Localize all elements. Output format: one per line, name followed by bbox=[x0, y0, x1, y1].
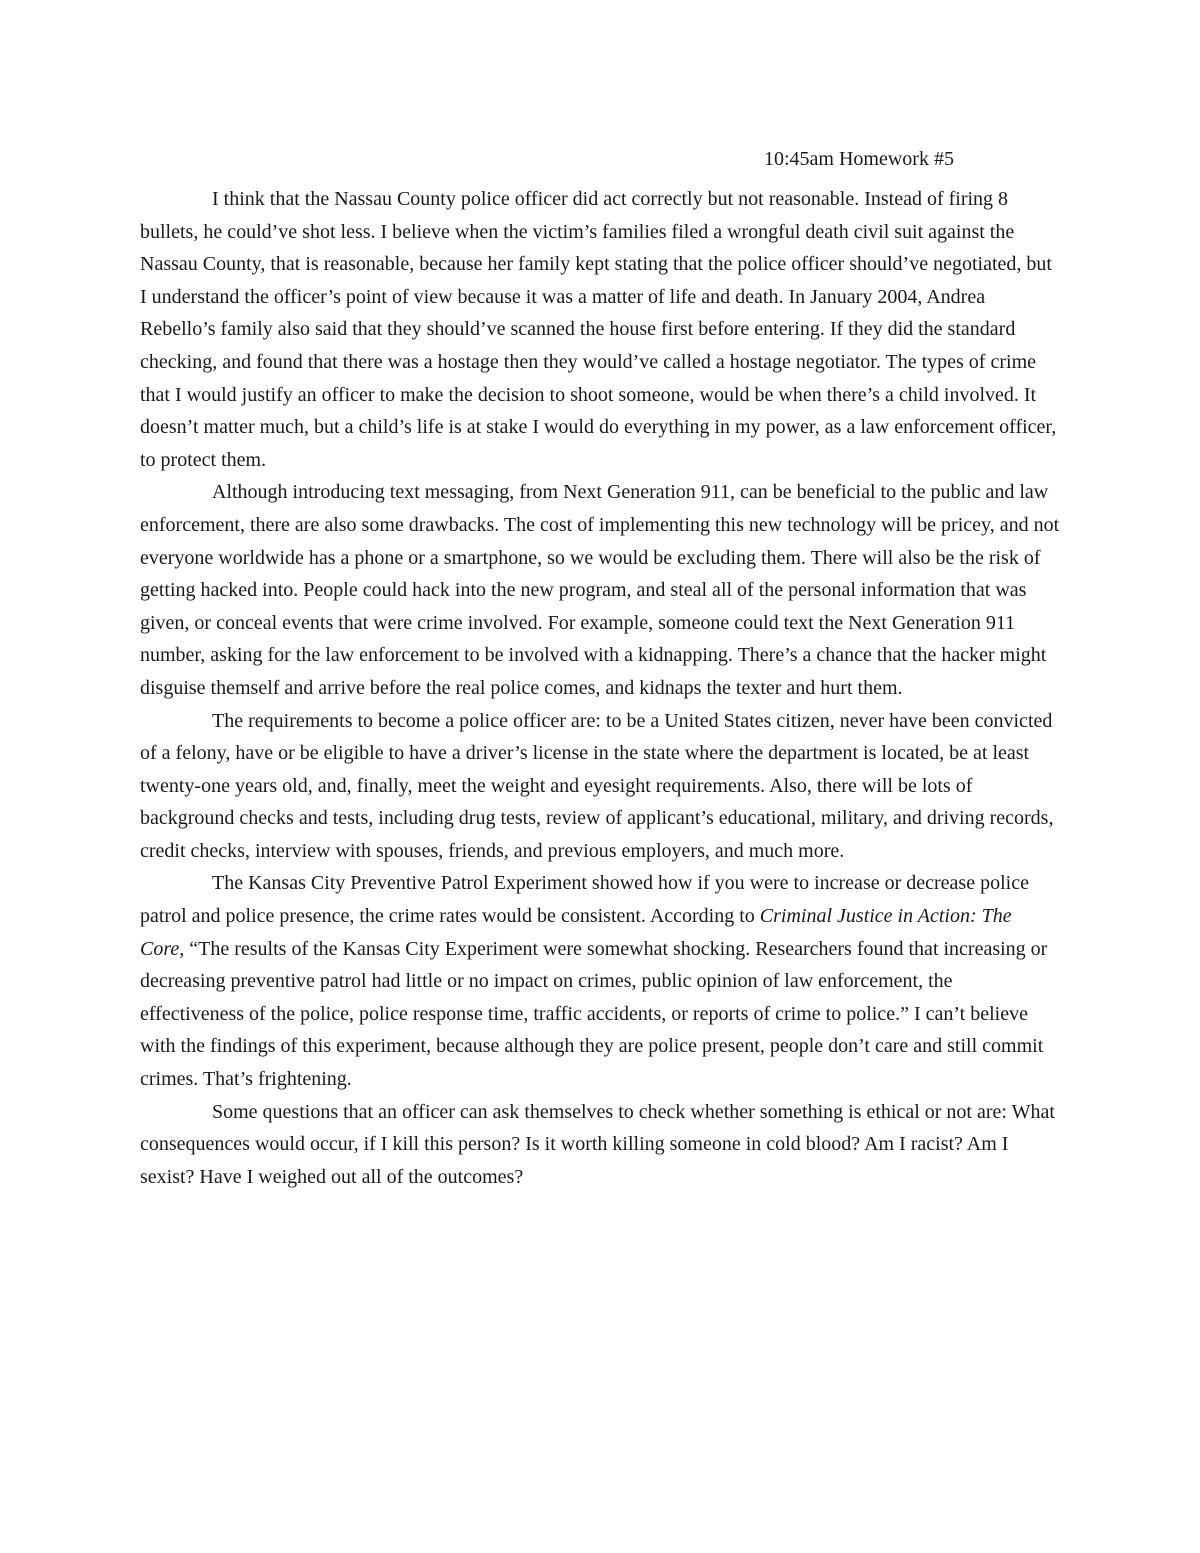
paragraph-text: “The results of the Kansas City Experiment were somewhat shocking. Researchers found that increasing or decreasing preventive patrol had little or no impact on crimes, public opinion of law enforcement, the effectiveness of the police, police response time, traffic accidents, or reports of crime to police.” I can’t believe with the findings of this experiment, because although they are police present, people don’t care and still commit crimes. That’s frightening. bbox=[140, 937, 1048, 1091]
paragraph-next-generation-911: Although introducing text messaging, from Next Generation 911, can be beneficial to the public and law enforcement, there are also some drawbacks. The cost of implementing this new technology will be pricey, and not everyone worldwide has a phone or a smartphone, so we would be excluding them. There will also be the risk of getting hacked into. People could hack into the new program, and steal all of the personal information that was given, or conceal events that were crime involved. For example, someone could text the Next Generation 911 number, asking for the law enforcement to be involved with a kidnapping. There’s a chance that the hacker might disguise themself and arrive before the real police comes, and kidnaps the texter and hurt them. bbox=[140, 481, 1060, 699]
paragraph-police-requirements: The requirements to become a police officer are: to be a United States citizen, never have been convicted of a felony, have or be eligible to have a driver’s license in the state where the department is located, be at least twenty-one years old, and, finally, meet the weight and eyesight requirements. Also, there will be lots of background checks and tests, including drug tests, review of applicant’s educational, military, and driving records, credit checks, interview with spouses, friends, and previous employers, and much more. bbox=[140, 709, 1054, 862]
document-body bbox=[140, 183, 1060, 1193]
book-title: Criminal Justice in Action: The Core, bbox=[140, 905, 1012, 960]
paragraph-text: The Kansas City Preventive Patrol Experiment showed how if you were to increase or decrease police patrol and police presence, the crime rates would be consistent. According to bbox=[140, 872, 1029, 928]
paragraph-ethics-questions: Some questions that an officer can ask themselves to check whether something is ethical or not are: What consequences would occur, if I kill this person? Is it worth killing someone in cold blood? Am I racist? Am I sexist? Have I weighed out all of the outcomes? bbox=[140, 1100, 1055, 1188]
paragraph-nassau-county: I think that the Nassau County police officer did act correctly but not reasonable. Instead of firing 8 bullets, he could’ve shot less. I believe when the victim’s families filed a wrongful death civil suit against the Nassau County, that is reasonable, because her family kept stating that the police officer should’ve negotiated, but I understand the officer’s point of view because it was a matter of life and death. In January 2004, Andrea Rebello’s family also said that they should’ve scanned the house first before entering. If they did the standard checking, and found that there was a hostage then they would’ve called a hostage negotiator. The types of crime that I would justify an officer to make the decision to shoot someone, would be when there’s a child involved. It doesn’t matter much, but a child’s life is at stake I would do everything in my power, as a law enforcement officer, to protect them. bbox=[140, 188, 1057, 471]
paragraph-kansas-city-experiment bbox=[140, 867, 1060, 1095]
header-line: 10:45am Homework #5 bbox=[764, 148, 954, 170]
